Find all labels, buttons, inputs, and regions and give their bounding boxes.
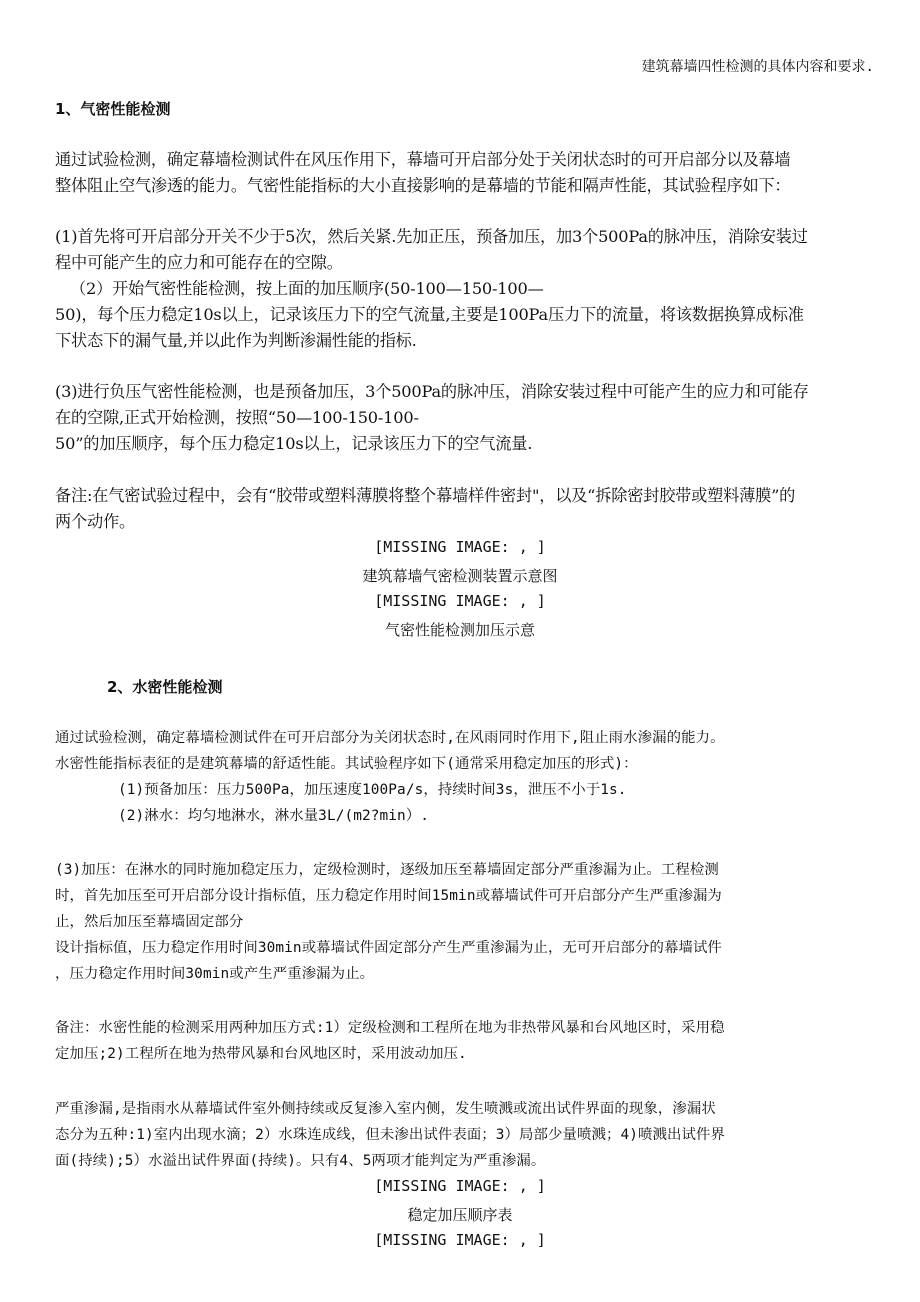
paragraph-line: (1)首先将可开启部分开关不少于5次，然后关紧.先加正压，预备加压，加3个500Pa的脉冲压，消除安装过 (55, 227, 808, 246)
paragraph-line: (3)进行负压气密性能检测，也是预备加压，3个500Pa的脉冲压，消除安装过程中可能产生的应力和可能存 (55, 382, 809, 401)
paragraph-line: ，压力稳定作用时间30min或产生严重渗漏为止。 (55, 966, 375, 982)
figure-caption: 建筑幕墙气密检测装置示意图 (362, 567, 558, 585)
figure-caption: 稳定加压顺序表 (407, 1206, 513, 1224)
paragraph-line: 通过试验检测，确定幕墙检测试件在风压作用下，幕墙可开启部分处于关闭状态时的可开启部分以及幕墙 (55, 150, 791, 169)
paragraph-line: 严重渗漏,是指雨水从幕墙试件室外侧持续或反复渗入室内侧，发生喷溅或流出试件界面的现象，渗漏状 (55, 1101, 716, 1117)
paragraph-line: 两个动作。 (55, 512, 135, 531)
missing-image-placeholder: [MISSING IMAGE: , ] (374, 592, 546, 610)
paragraph-line: 程中可能产生的应力和可能存在的空隙。 (55, 253, 343, 272)
paragraph-line: 下状态下的漏气量,并以此作为判断渗漏性能的指标. (55, 331, 417, 350)
paragraph-line: （2）开始气密性能检测，按上面的加压顺序(50-100—150-100— (70, 279, 544, 298)
paragraph-line: 止，然后加压至幕墙固定部分 (55, 914, 244, 930)
paragraph-line: 在的空隙,正式开始检测，按照“50—100-150-100- (55, 408, 419, 427)
paragraph-line: 整体阻止空气渗透的能力。气密性能指标的大小直接影响的是幕墙的节能和隔声性能，其试验程序如下： (55, 176, 791, 195)
paragraph-line: 态分为五种:1)室内出现水滴；2）水珠连成线，但未渗出试件表面；3）局部少量喷溅；4)喷溅出试件界 (55, 1127, 725, 1143)
paragraph-line: 时，首先加压至可开启部分设计指标值，压力稳定作用时间15min或幕墙试件可开启部分产生严重渗漏为 (55, 888, 722, 904)
paragraph-line: 50”的加压顺序，每个压力稳定10s以上，记录该压力下的空气流量. (55, 434, 533, 453)
paragraph-line: 水密性能指标表征的是建筑幕墙的舒适性能。其试验程序如下(通常采用稳定加压的形式)： (55, 756, 638, 772)
missing-image-placeholder: [MISSING IMAGE: , ] (374, 538, 546, 556)
missing-image-placeholder: [MISSING IMAGE: , ] (374, 1231, 546, 1249)
paragraph-line: 备注：水密性能的检测采用两种加压方式:1）定级检测和工程所在地为非热带风暴和台风地区时，采用稳 (55, 1020, 725, 1036)
figure-caption: 气密性能检测加压示意 (384, 621, 535, 639)
paragraph-line: 定加压;2)工程所在地为热带风暴和台风地区时，采用波动加压. (55, 1046, 467, 1062)
section-2-heading: 2、水密性能检测 (107, 678, 223, 696)
paragraph-line: (2)淋水：均匀地淋水，淋水量3L/(m2?min）. (118, 808, 430, 824)
paragraph-line: (1)预备加压：压力500Pa，加压速度100Pa/s，持续时间3s，泄压不小于1s. (118, 782, 627, 798)
paragraph-line: 50)，每个压力稳定10s以上，记录该压力下的空气流量,主要是100Pa压力下的流量，将该数据换算成标准 (55, 305, 804, 324)
paragraph-line: (3)加压：在淋水的同时施加稳定压力，定级检测时，逐级加压至幕墙固定部分严重渗漏为止。工程检测 (55, 862, 719, 878)
paragraph-line: 备注:在气密试验过程中，会有“胶带或塑料薄膜将整个幕墙样件密封"，以及“拆除密封胶带或塑料薄膜”的 (55, 486, 796, 505)
paragraph-line: 面(持续);5）水溢出试件界面(持续)。只有4、5两项才能判定为严重渗漏。 (55, 1153, 546, 1169)
paragraph-line: 设计指标值，压力稳定作用时间30min或幕墙试件固定部分产生严重渗漏为止，无可开启部分的幕墙试件 (55, 940, 722, 956)
document-header: 建筑幕墙四性检测的具体内容和要求. (641, 59, 874, 75)
missing-image-placeholder: [MISSING IMAGE: , ] (374, 1177, 546, 1195)
section-1-heading: 1、气密性能检测 (55, 100, 171, 118)
paragraph-line: 通过试验检测，确定幕墙检测试件在可开启部分为关闭状态时,在风雨同时作用下,阻止雨水渗漏的能力。 (55, 730, 725, 746)
